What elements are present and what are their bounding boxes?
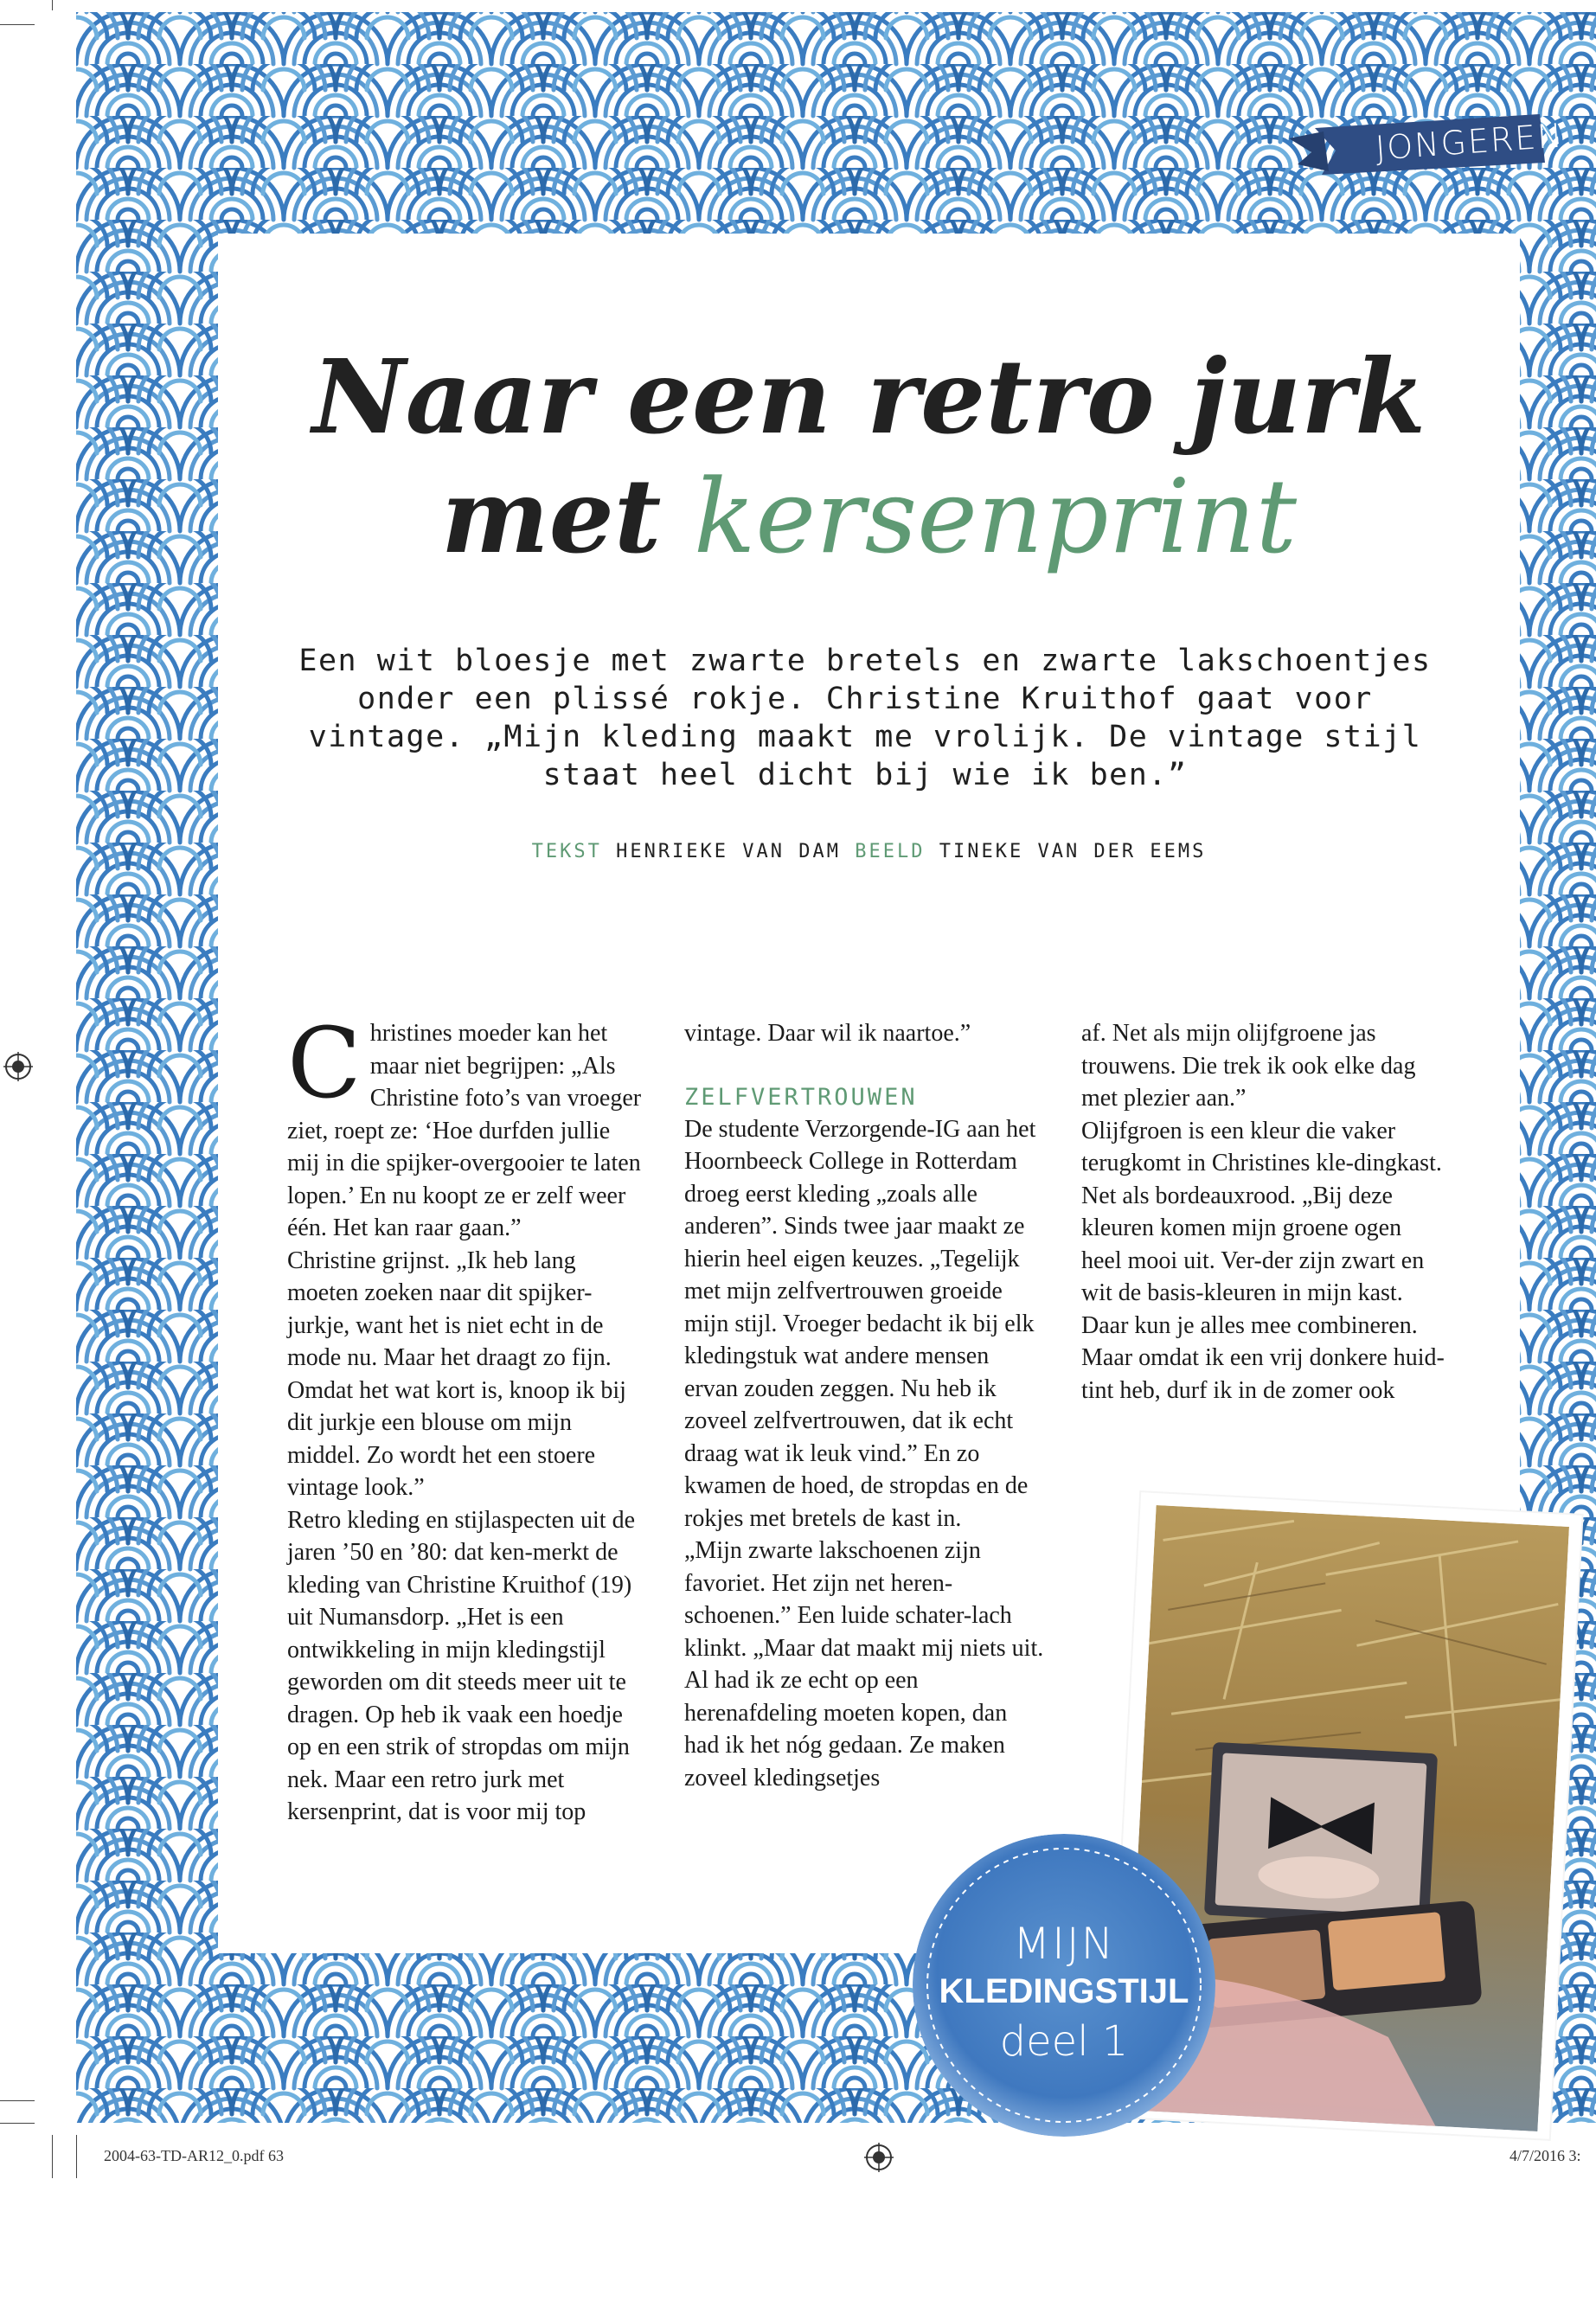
article-paragraph: vintage. Daar wil ik naartoe.” <box>684 1020 971 1047</box>
article-paragraph: De studente Verzorgende-IG aan het Hoornbeeck College in Rotterdam droeg eerst kleding „zoals alle anderen”. Sinds twee jaar maakt ze hierin heel eigen keuzes. „Tegelijk met mijn zelfvertrouwen groeide mijn stijl. Vroeger bedacht ik bij elk kledingstuk wat andere mensen ervan zouden zeggen. Nu heb ik zoveel zelfvertrouwen, dat ik echt draag wat ik leuk vind.” En zo kwamen de hoed, de stropdas en de rokjes met bretels de kast in. <box>684 1115 1036 1532</box>
crop-mark <box>0 2123 35 2124</box>
article-paragraph: „Mijn zwarte lakschoenen zijn favoriet. Het zijn net heren-schoenen.” Een luide schater-lach klinkt. „Maar dat maakt mij niets uit. Al had ik ze echt op een herenafdeling moeten kopen, dan had ik het nóg gedaan. Ze maken zoveel kledingsetjes <box>684 1537 1044 1791</box>
article-paragraph: Christine grijnst. „Ik heb lang moeten zoeken naar dit spijker-jurkje, want het is niet echt in de mode nu. Maar het draagt zo fijn. Omdat het wat kort is, knoop ik bij dit jurkje een blouse om mijn middel. Zo wordt het een stoere vintage look.” <box>287 1247 626 1501</box>
series-badge <box>913 1834 1215 2137</box>
crop-mark <box>52 0 53 10</box>
headline-line-1: Naar een retro jurk <box>311 336 1426 457</box>
article-column-2 <box>684 1017 1048 1794</box>
print-slug-date: 4/7/2016 3: <box>1509 2147 1581 2164</box>
article-paragraph: Retro kleding en stijlaspecten uit de jaren ’50 en ’80: dat ken-merkt de kleding van Christine Kruithof (19) uit Numansdorp. „Het is een ontwikkeling in mijn kledingstijl geworden om dit steeds meer uit te dragen. Op heb ik vaak een hoedje op en een strik of stropdas om mijn nek. Maar een retro jurk met kersenprint, dat is voor mij top <box>287 1506 636 1825</box>
badge-line-2: KLEDINGSTIJL <box>939 1972 1189 2010</box>
crop-mark <box>0 2100 35 2101</box>
registration-mark-bottom <box>864 2143 894 2172</box>
credit-image-author: TINEKE VAN DER EEMS <box>939 841 1207 862</box>
headline <box>218 337 1520 576</box>
article-paragraph: Olijfgroen is een kleur die vaker terugkomt in Christines kle-dingkast. Net als bordeauxrood. „Bij deze kleuren komen mijn groene ogen heel mooi uit. Ver-der zijn zwart en wit de basis-kleuren in mijn kast. Daar kun je alles mee combineren. Maar omdat ik een vrij donkere huid-tint heb, durf ik in de zomer ook <box>1081 1117 1445 1404</box>
badge-line-1: MIJN <box>1012 1919 1116 1969</box>
article-paragraph: af. Net als mijn olijfgroene jas trouwens. Die trek ik ook elke dag met plezier aan.” <box>1081 1020 1416 1112</box>
intro-text: Een wit bloesje met zwarte bretels en zwarte lakschoentjes onder een plissé rokje. Christine Kruithof gaat voor vintage. „Mijn kleding maakt me vrolijk. De vintage stijl staat heel dicht bij wie ik ben.” <box>298 644 1432 792</box>
article-paragraph <box>287 1008 647 1245</box>
crop-mark <box>52 2135 53 2178</box>
credits <box>218 841 1520 862</box>
registration-mark-left <box>3 1052 33 1081</box>
crop-mark <box>0 24 35 25</box>
headline-word-met: met <box>440 456 662 576</box>
subheading: ZELFVERTROUWEN <box>684 1083 918 1111</box>
crop-mark <box>76 2135 77 2178</box>
headline-line-2 <box>218 457 1520 576</box>
article-column-3 <box>1081 1017 1445 1407</box>
badge-line-3: deel 1 <box>999 2017 1129 2066</box>
headline-word-kersenprint: kersenprint <box>693 457 1298 576</box>
section-label: JONGEREN <box>1374 116 1566 168</box>
credit-image-label: BEELD <box>855 841 926 862</box>
drop-cap: C <box>287 1008 362 1120</box>
credit-text-author: HENRIEKE VAN DAM <box>616 841 841 862</box>
print-slug-file: 2004-63-TD-AR12_0.pdf 63 <box>104 2147 284 2164</box>
section-banner <box>1289 109 1566 178</box>
article-paragraph-text: hristines moeder kan het maar niet begrijpen: „Als Christine foto’s van vroeger ziet, roept ze: ‘Hoe durfden jullie mij in die spijker-overgooier te laten lopen.’ En nu koopt ze er zelf weer één. Het kan raar gaan.” <box>287 1020 642 1241</box>
credit-text-label: TEKST <box>531 841 602 862</box>
article-column-1 <box>287 1008 647 1829</box>
